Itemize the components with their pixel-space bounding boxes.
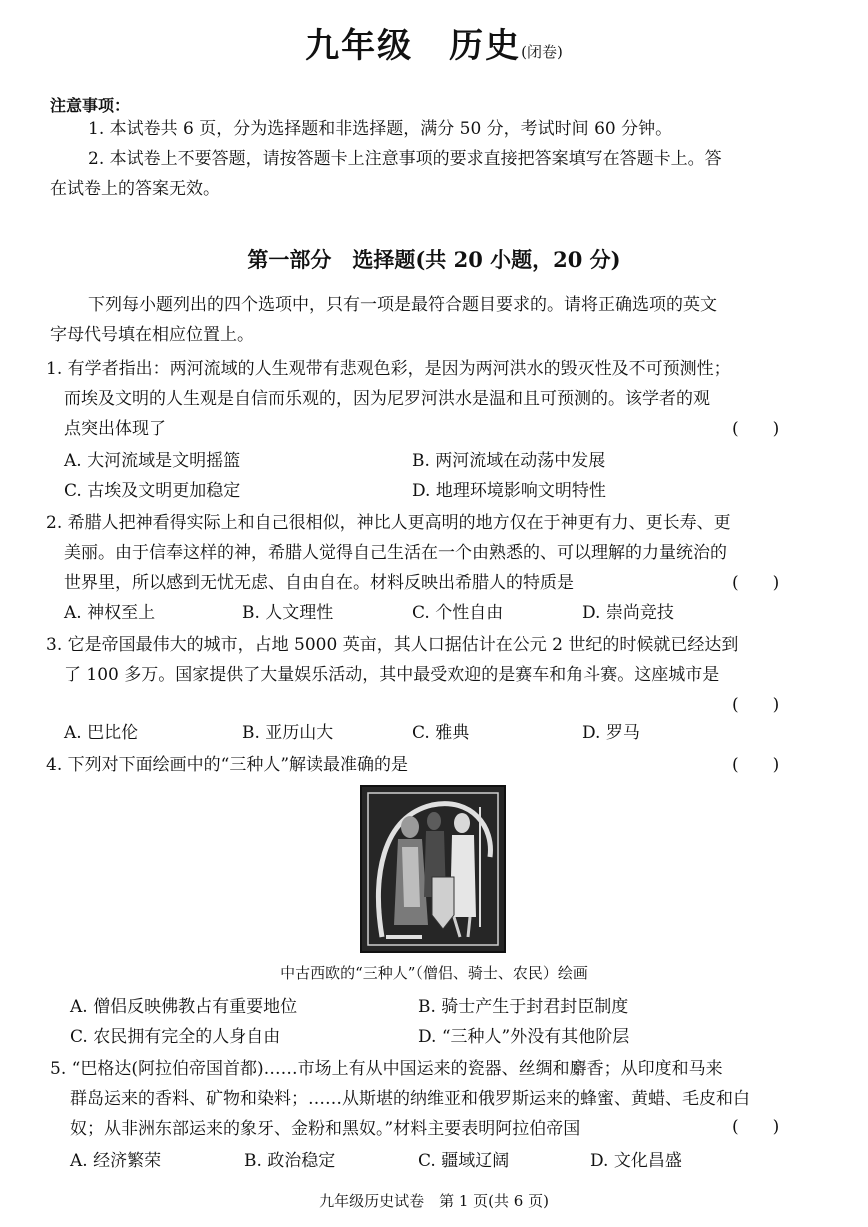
q4-answer-blank: ( )	[732, 755, 780, 775]
section-title: 第一部分 选择题(共 20 小题，20 分)	[247, 247, 621, 272]
q1-answer-blank: ( )	[732, 419, 780, 439]
q3-answer-blank: ( )	[732, 695, 780, 715]
q2-option-a: A. 神权至上	[64, 603, 156, 623]
three-estates-painting	[360, 785, 506, 953]
notes-heading: 注意事项：	[50, 96, 131, 115]
q2-stem-1: 2. 希腊人把神看得实际上和自己很相似，神比人更高明的地方仅在于神更有力、更长寿、更	[46, 513, 731, 533]
q1-option-d: D. 地理环境影响文明特性	[412, 481, 606, 501]
q1-stem-3: 点突出体现了	[64, 419, 166, 439]
q1-stem-1: 1. 有学者指出：两河流域的人生观带有悲观色彩，是因为两河洪水的毁灭性及不可预测性；	[46, 359, 731, 379]
q4-stem-1: 4. 下列对下面绘画中的“三种人”解读最准确的是	[46, 755, 409, 775]
painting-caption: 中古西欧的“三种人”（僧侣、骑士、农民）绘画	[280, 964, 588, 982]
q2-option-c: C. 个性自由	[412, 603, 504, 623]
q5-option-d: D. 文化昌盛	[590, 1151, 682, 1171]
q5-stem-3: 奴；从非洲东部运来的象牙、金粉和黑奴。”材料主要表明阿拉伯帝国	[70, 1119, 581, 1139]
q3-stem-2: 了 100 多万。国家提供了大量娱乐活动，其中最受欢迎的是赛车和角斗赛。这座城市是	[64, 665, 720, 685]
q5-option-a: A. 经济繁荣	[70, 1151, 162, 1171]
q2-stem-2: 美丽。由于信奉这样的神，希腊人觉得自己生活在一个由熟悉的、可以理解的力量统治的	[64, 543, 727, 563]
note-line-1: 1. 本试卷共 6 页，分为选择题和非选择题，满分 50 分，考试时间 60 分钟。	[88, 119, 673, 139]
q5-option-b: B. 政治稳定	[244, 1151, 336, 1171]
q3-stem-1: 3. 它是帝国最伟大的城市，占地 5000 英亩，其人口据估计在公元 2 世纪的时候就已经达到	[46, 635, 739, 655]
q2-stem-3: 世界里，所以感到无忧无虑、自由自在。材料反映出希腊人的特质是	[64, 573, 574, 593]
q1-stem-2: 而埃及文明的人生观是自信而乐观的，因为尼罗河洪水是温和且可预测的。该学者的观	[64, 389, 710, 409]
q3-option-b: B. 亚历山大	[242, 723, 334, 743]
title-text: 九年级 历史	[305, 26, 522, 66]
section-instruction-1: 下列每小题列出的四个选项中，只有一项是最符合题目要求的。请将正确选项的英文	[88, 295, 717, 315]
q5-option-c: C. 疆域辽阔	[418, 1151, 510, 1171]
note-line-3: 在试卷上的答案无效。	[50, 179, 220, 199]
q4-option-c: C. 农民拥有完全的人身自由	[70, 1027, 281, 1047]
q3-option-d: D. 罗马	[582, 723, 640, 743]
q4-option-d: D. “三种人”外没有其他阶层	[418, 1027, 630, 1047]
q1-option-a: A. 大河流域是文明摇篮	[64, 451, 241, 471]
q4-option-b: B. 骑士产生于封君封臣制度	[418, 997, 629, 1017]
q5-stem-1: 5. “巴格达(阿拉伯帝国首都)……市场上有从中国运来的瓷器、丝绸和麝香；从印度和马来	[50, 1059, 723, 1079]
q4-option-a: A. 僧侣反映佛教占有重要地位	[70, 997, 298, 1017]
q2-option-d: D. 崇尚竞技	[582, 603, 674, 623]
q3-option-c: C. 雅典	[412, 723, 470, 743]
q3-option-a: A. 巴比伦	[64, 723, 139, 743]
section-instruction-2: 字母代号填在相应位置上。	[50, 325, 254, 345]
page-footer: 九年级历史试卷 第 1 页(共 6 页)	[319, 1192, 549, 1210]
note-line-2: 2. 本试卷上不要答题，请按答题卡上注意事项的要求直接把答案填写在答题卡上。答	[88, 149, 722, 169]
q5-stem-2: 群岛运来的香料、矿物和染料；……从斯堪的纳维亚和俄罗斯运来的蜂蜜、黄蜡、毛皮和白	[70, 1089, 750, 1109]
q2-option-b: B. 人文理性	[242, 603, 334, 623]
q5-answer-blank: ( )	[732, 1117, 780, 1137]
q2-answer-blank: ( )	[732, 573, 780, 593]
title-subtitle: (闭卷)	[521, 43, 563, 61]
exam-title	[0, 18, 868, 67]
q1-option-c: C. 古埃及文明更加稳定	[64, 481, 241, 501]
three-estates-illustration	[362, 787, 504, 951]
q1-option-b: B. 两河流域在动荡中发展	[412, 451, 606, 471]
